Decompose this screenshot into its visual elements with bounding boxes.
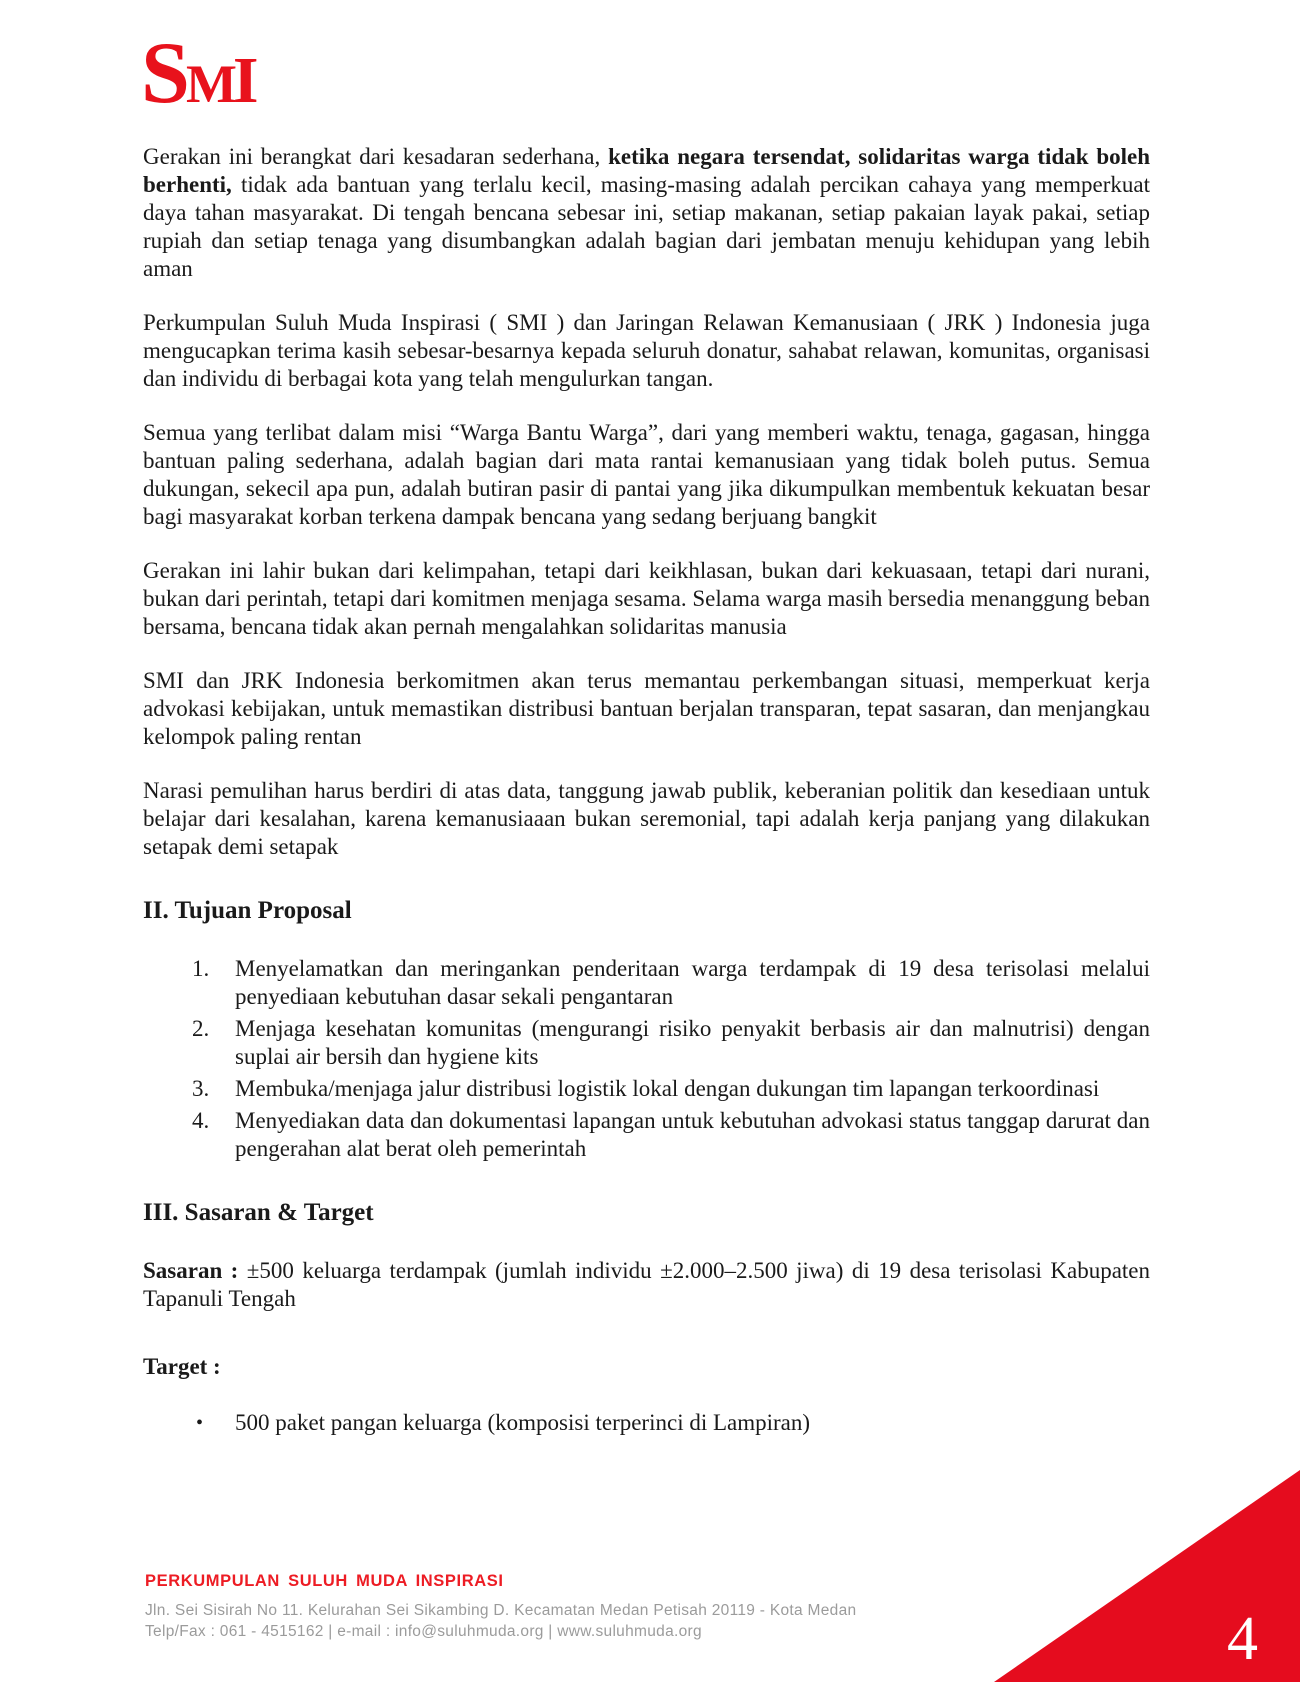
logo-letter-i-wrap [232,44,259,117]
sasaran-text: ±500 keluarga terdampak (jumlah individu ±2.000–2.500 jiwa) di 19 desa terisolasi Kabupaten Tapanuli Tengah [143,1258,1150,1311]
tujuan-list [143,955,1150,1163]
logo-letter-i: I [232,44,259,117]
document-body [143,143,1150,1437]
paragraph-solidarity [143,143,1150,283]
footer-address: Jln. Sei Sisirah No 11. Kelurahan Sei Sikambing D. Kecamatan Medan Petisah 20119 - Kota Medan [145,1602,857,1619]
page-footer [145,1572,905,1642]
smi-logo [141,25,259,122]
candle-flame-icon [239,0,261,2]
list-item-text: 500 paket pangan keluarga (komposisi terperinci di Lampiran) [235,1410,811,1435]
list-item [192,955,1150,1011]
logo-letter-s: S [141,25,186,122]
paragraph-text: tidak ada bantuan yang terlalu kecil, masing-masing adalah percikan cahaya yang memperkuat daya tahan masyarakat. Di tengah bencana sebesar ini, setiap makanan, setiap pakaian layak pakai, setiap rupiah dan setiap tenaga yang disumbangkan adalah bagian dari jembatan menuju kehidupan yang lebih aman [143,172,1150,281]
logo-letter-m: M [185,54,233,114]
section-heading-tujuan-proposal: II. Tujuan Proposal [143,897,352,924]
sasaran-label: Sasaran : [143,1258,247,1283]
footer-organization-name: PERKUMPULAN SULUH MUDA INSPIRASI [145,1572,504,1590]
list-item [192,1075,1150,1103]
list-item-number: 4. [192,1108,210,1133]
list-item-number: 1. [192,956,210,981]
paragraph-komitmen: SMI dan JRK Indonesia berkomitmen akan terus memantau perkembangan situasi, memperkuat kerja advokasi kebijakan, untuk memastikan distribusi bantuan berjalan transparan, tepat sasaran, dan menjangkau kelompok paling rentan [143,668,1150,749]
sasaran-paragraph [143,1257,1150,1313]
paragraph-warga-bantu-warga: Semua yang terlibat dalam misi “Warga Bantu Warga”, dari yang memberi waktu, tenaga, gagasan, hingga bantuan paling sederhana, adalah bagian dari mata rantai kemanusiaan yang tidak boleh putus. Semua dukungan, sekecil apa pun, adalah butiran pasir di pantai yang jika dikumpulkan membentuk kekuatan besar bagi masyarakat korban terkena dampak bencana yang sedang berjuang bangkit [143,420,1150,529]
target-label: Target : [143,1354,221,1379]
paragraph-bold-text: ketika negara tersendat, solidaritas warga tidak boleh berhenti, [143,144,1151,197]
section-heading-sasaran-target: III. Sasaran & Target [143,1199,374,1226]
list-item-text: Membuka/menjaga jalur distribusi logistik lokal dengan dukungan tim lapangan terkoordinasi [235,1076,1100,1101]
list-item-text: Menyelamatkan dan meringankan penderitaan warga terdampak di 19 desa terisolasi melalui penyediaan kebutuhan dasar sekali pengantaran [235,956,1150,1009]
footer-contact: Telp/Fax : 061 - 4515162 | e-mail : info@suluhmuda.org | www.suluhmuda.org [145,1623,702,1640]
list-item-text: Menjaga kesehatan komunitas (mengurangi risiko penyakit berbasis air dan malnutrisi) dengan suplai air bersih dan hygiene kits [235,1016,1150,1069]
page-number: 4 [1227,1605,1258,1673]
target-list [143,1409,1150,1437]
paragraph-text: Gerakan ini berangkat dari kesadaran sederhana, [143,144,609,169]
list-item [192,1015,1150,1071]
list-item [196,1409,1150,1437]
paragraph-thanks: Perkumpulan Suluh Muda Inspirasi ( SMI ) dan Jaringan Relawan Kemanusiaan ( JRK ) Indonesia juga mengucapkan terima kasih sebesar-besarnya kepada seluruh donatur, sahabat relawan, komunitas, organisasi dan individu di berbagai kota yang telah mengulurkan tangan. [143,310,1150,391]
paragraph-gerakan-lahir: Gerakan ini lahir bukan dari kelimpahan, tetapi dari keikhlasan, bukan dari kekuasaan, tetapi dari nurani, bukan dari perintah, tetapi dari komitmen menjaga sesama. Selama warga masih bersedia menanggung beban bersama, bencana tidak akan pernah mengalahkan solidaritas manusia [143,558,1150,639]
bullet-icon: • [196,1412,204,1434]
list-item-number: 3. [192,1076,210,1101]
list-item [192,1107,1150,1163]
paragraph-narasi-pemulihan: Narasi pemulihan harus berdiri di atas data, tanggung jawab publik, keberanian politik dan kesediaan untuk belajar dari kesalahan, karena kemanusiaaan bukan seremonial, tapi adalah kerja panjang yang dilakukan setapak demi setapak [143,778,1150,859]
list-item-number: 2. [192,1016,210,1041]
list-item-text: Menyediakan data dan dokumentasi lapangan untuk kebutuhan advokasi status tanggap darurat dan pengerahan alat berat oleh pemerintah [235,1108,1150,1161]
